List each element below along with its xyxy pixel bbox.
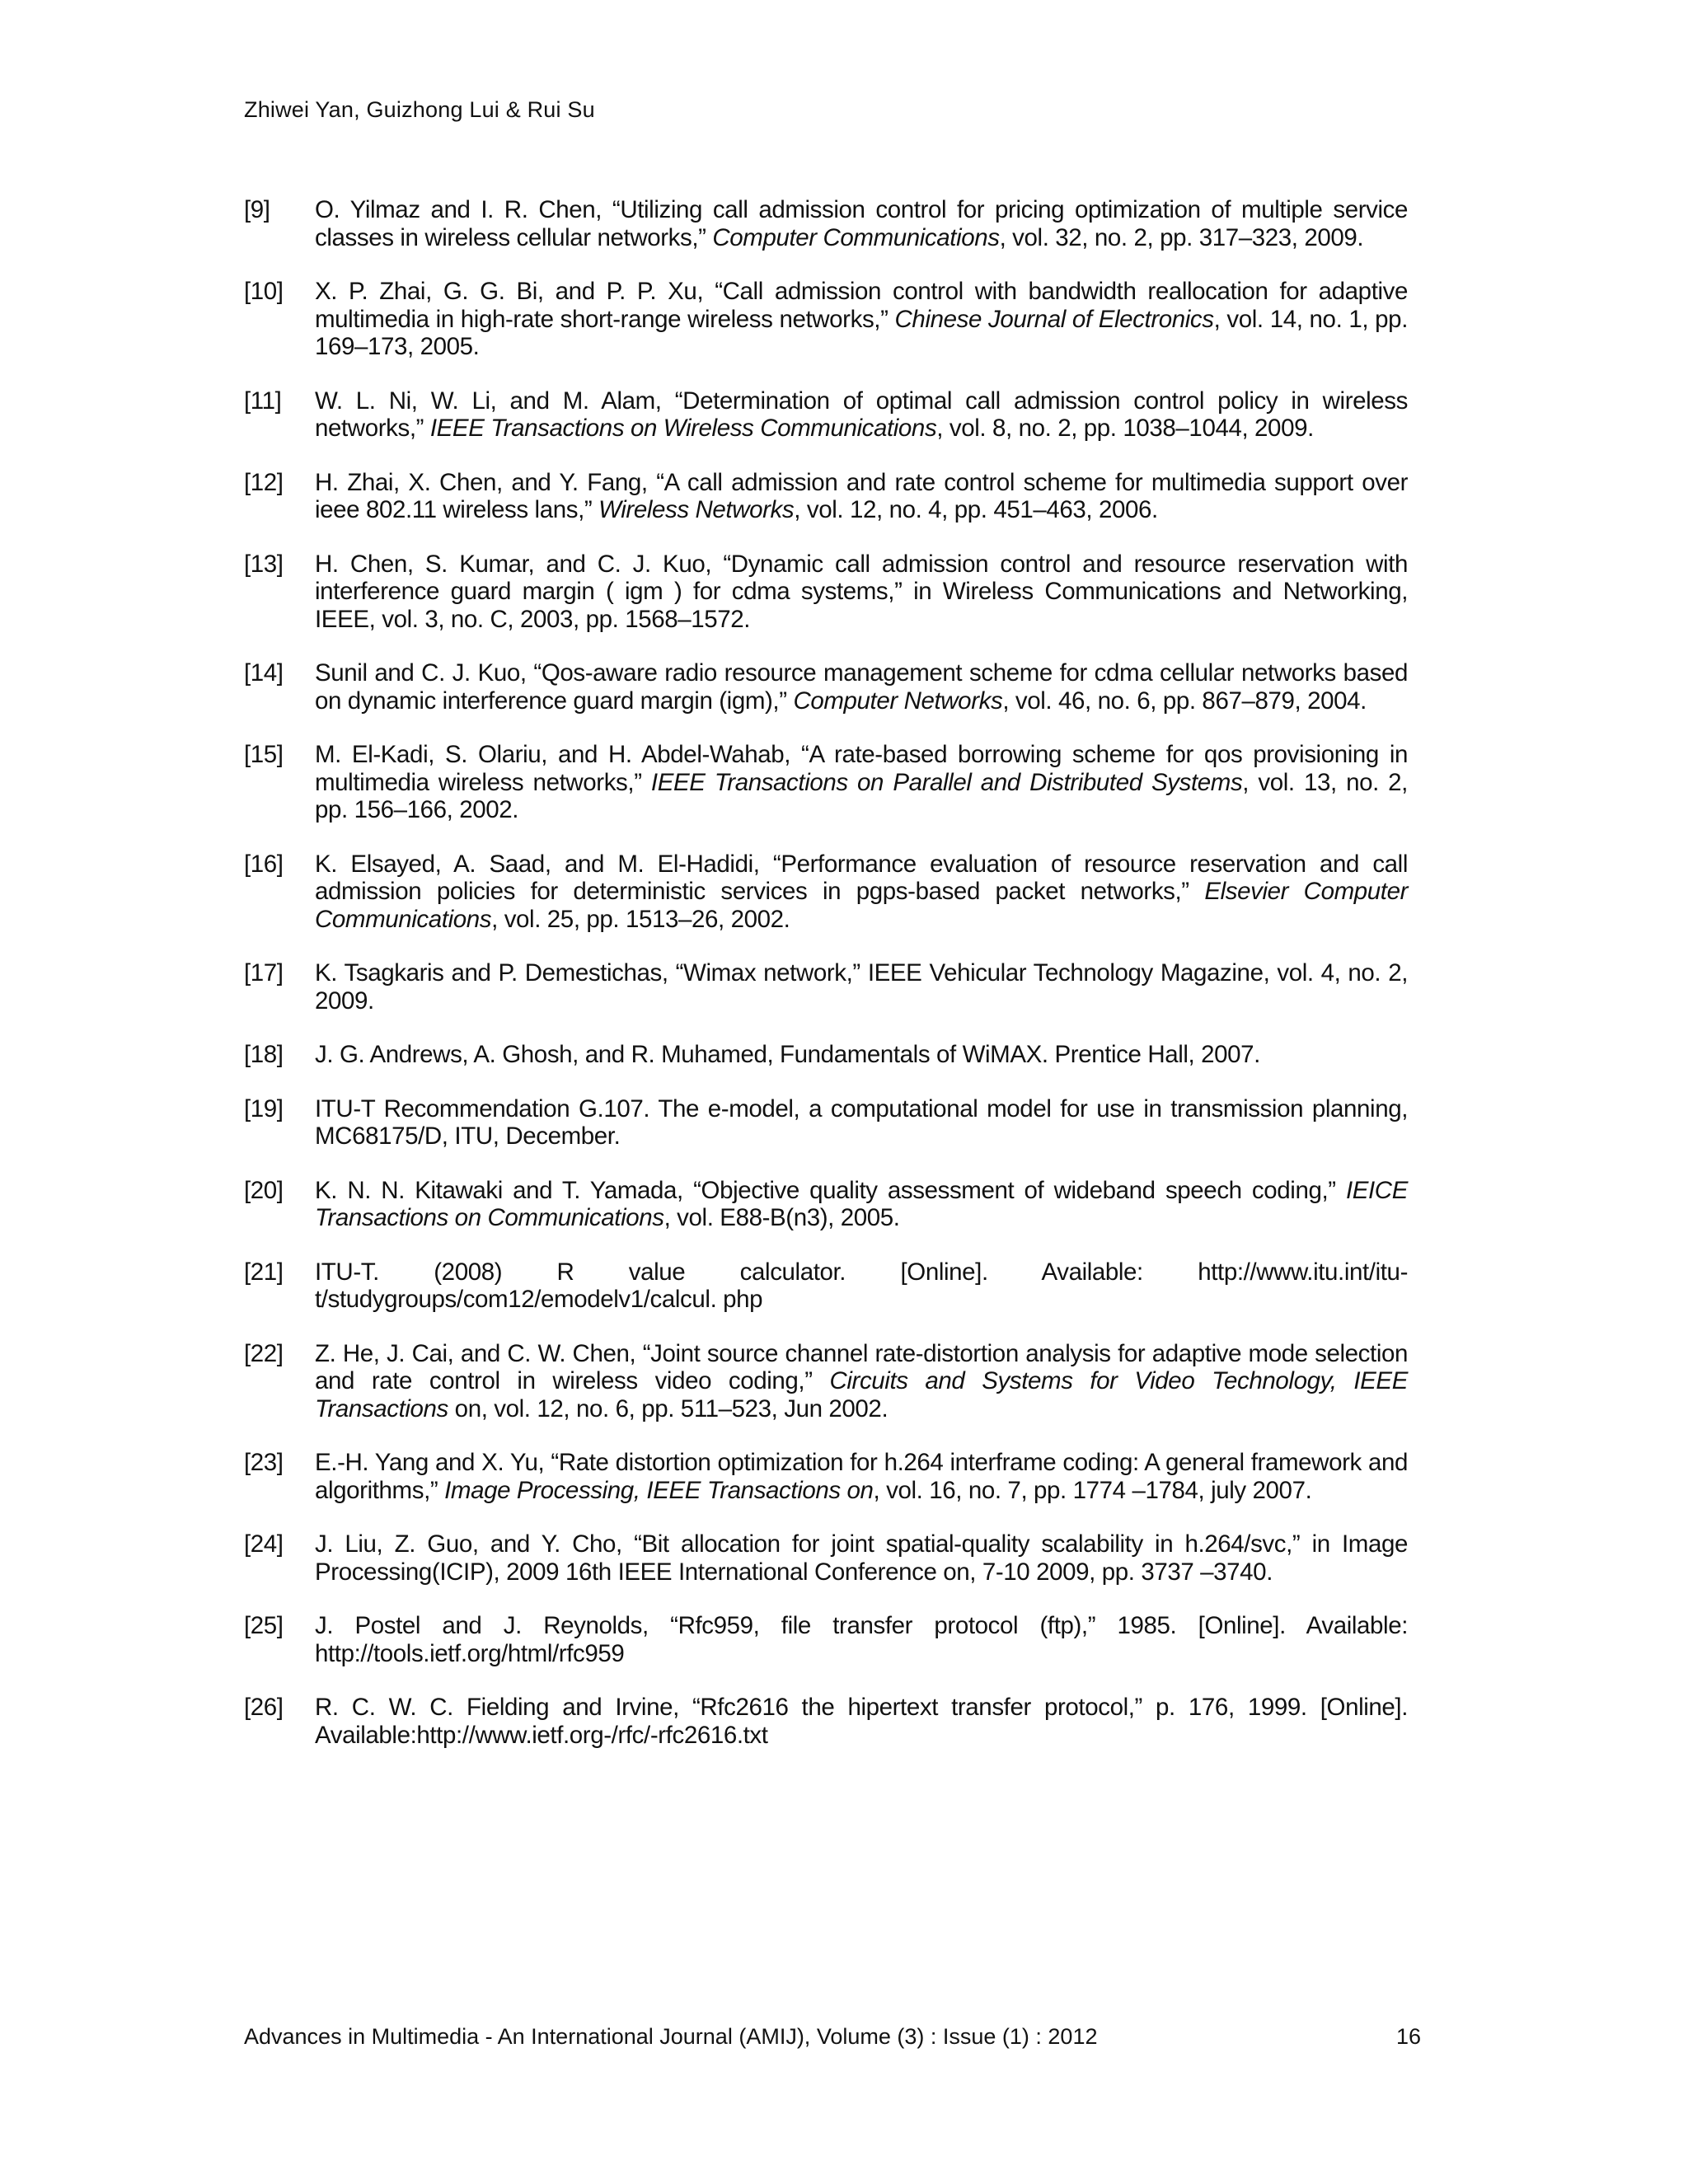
reference-body: W. L. Ni, W. Li, and M. Alam, “Determination of optimal call admission control policy in wireless networks,” bbox=[315, 387, 1408, 442]
reference-entry bbox=[244, 1177, 1408, 1232]
reference-venue: IEICE Transactions on Communications bbox=[315, 1176, 1408, 1231]
reference-entry bbox=[244, 1095, 1408, 1151]
reference-body: X. P. Zhai, G. G. Bi, and P. P. Xu, “Call admission control with bandwidth reallocation for adaptive multimedia in high-rate short-range wireless networks,” bbox=[315, 278, 1408, 333]
reference-details: , vol. 25, pp. 1513–26, 2002. bbox=[491, 905, 790, 933]
reference-number: [17] bbox=[244, 959, 284, 987]
reference-text bbox=[315, 1095, 1408, 1151]
reference-body: J. G. Andrews, A. Ghosh, and R. Muhamed, Fundamentals of WiMAX. Prentice Hall, 2007. bbox=[315, 1041, 1260, 1068]
reference-number: [13] bbox=[244, 550, 284, 578]
reference-venue: Computer Networks bbox=[793, 687, 1003, 715]
reference-details: on, vol. 12, no. 6, pp. 511–523, Jun 2002. bbox=[448, 1394, 889, 1422]
page-number: 16 bbox=[1395, 2024, 1421, 2049]
reference-number: [15] bbox=[244, 741, 284, 768]
reference-text bbox=[315, 851, 1408, 933]
reference-entry bbox=[244, 1041, 1408, 1069]
reference-number: [22] bbox=[244, 1339, 284, 1367]
reference-text bbox=[315, 659, 1408, 715]
reference-body: R. C. W. C. Fielding and Irvine, “Rfc2616 the hipertext transfer protocol,” p. 176, 1999. [Online]. Available:http://www.ietf.org-/rfc/-rfc2616.txt bbox=[315, 1694, 1408, 1749]
reference-venue: Elsevier Computer Communications bbox=[315, 878, 1408, 933]
reference-entry bbox=[244, 1449, 1408, 1504]
reference-body: O. Yilmaz and I. R. Chen, “Utilizing call admission control for pricing optimization of multiple service classes in wireless cellular networks,” bbox=[315, 196, 1408, 251]
reference-entry bbox=[244, 741, 1408, 824]
reference-number: [12] bbox=[244, 468, 284, 496]
reference-entry bbox=[244, 387, 1408, 443]
reference-venue: Image Processing, IEEE Transactions on bbox=[444, 1476, 874, 1504]
reference-body: M. El-Kadi, S. Olariu, and H. Abdel-Wahab, “A rate-based borrowing scheme for qos provisioning in multimedia wireless networks,” bbox=[315, 741, 1408, 796]
reference-text bbox=[315, 1177, 1408, 1232]
reference-details: , vol. 8, no. 2, pp. 1038–1044, 2009. bbox=[936, 415, 1314, 442]
reference-entry bbox=[244, 1694, 1408, 1749]
reference-body: J. Liu, Z. Guo, and Y. Cho, “Bit allocation for joint spatial-quality scalability in h.264/svc,” in Image Processing(ICIP), 2009 16th IEEE International Conference on, 7-10 2009, pp. 3737 –3740. bbox=[315, 1530, 1408, 1586]
reference-details: , vol. 14, no. 1, pp. 169–173, 2005. bbox=[315, 305, 1408, 360]
reference-number: [24] bbox=[244, 1530, 284, 1558]
reference-number: [20] bbox=[244, 1176, 284, 1204]
reference-entry bbox=[244, 196, 1408, 251]
reference-body: Z. He, J. Cai, and C. W. Chen, “Joint source channel rate-distortion analysis for adaptive mode selection and rate control in wireless video coding,” bbox=[315, 1339, 1408, 1394]
reference-body: E.-H. Yang and X. Yu, “Rate distortion optimization for h.264 interframe coding: A general framework and algorithms,” bbox=[315, 1449, 1408, 1504]
reference-details: , vol. 13, no. 2, pp. 156–166, 2002. bbox=[315, 768, 1408, 823]
reference-details: , vol. 32, no. 2, pp. 317–323, 2009. bbox=[999, 223, 1364, 251]
reference-entry bbox=[244, 469, 1408, 524]
reference-body: ITU-T. (2008) R value calculator. [Online]. Available: http://www.itu.int/itu-t/studygroups/com12/emodelv1/calcul. php bbox=[315, 1258, 1408, 1313]
running-header: Zhiwei Yan, Guizhong Lui & Rui Su bbox=[244, 97, 595, 122]
reference-list bbox=[244, 196, 1408, 1775]
reference-text bbox=[315, 1340, 1408, 1422]
reference-text bbox=[315, 1612, 1408, 1667]
reference-text bbox=[315, 1694, 1408, 1749]
reference-text bbox=[315, 741, 1408, 823]
reference-entry bbox=[244, 551, 1408, 634]
reference-entry bbox=[244, 1612, 1408, 1667]
reference-body: K. N. N. Kitawaki and T. Yamada, “Objective quality assessment of wideband speech coding,” bbox=[315, 1176, 1346, 1204]
reference-venue: Computer Communications bbox=[712, 223, 1000, 251]
reference-text bbox=[315, 1258, 1408, 1314]
reference-venue: IEEE Transactions on Parallel and Distributed Systems bbox=[650, 768, 1243, 796]
reference-number: [23] bbox=[244, 1449, 284, 1476]
reference-details: , vol. E88-B(n3), 2005. bbox=[663, 1204, 900, 1231]
reference-body: H. Zhai, X. Chen, and Y. Fang, “A call admission and rate control scheme for multimedia support over ieee 802.11 wireless lans,” bbox=[315, 468, 1408, 523]
reference-venue: Wireless Networks bbox=[598, 496, 795, 523]
reference-text bbox=[315, 551, 1408, 633]
reference-entry bbox=[244, 659, 1408, 715]
journal-citation: Advances in Multimedia - An International Journal (AMIJ), Volume (3) : Issue (1) : 2012 bbox=[244, 2024, 1098, 2049]
reference-number: [10] bbox=[244, 278, 284, 305]
page-footer bbox=[244, 2024, 1421, 2050]
reference-body: K. Tsagkaris and P. Demestichas, “Wimax network,” IEEE Vehicular Technology Magazine, vol. 4, no. 2, 2009. bbox=[315, 959, 1408, 1015]
reference-number: [16] bbox=[244, 850, 284, 878]
reference-body: J. Postel and J. Reynolds, “Rfc959, file transfer protocol (ftp),” 1985. [Online]. Available: http://tools.ietf.org/html/rfc959 bbox=[315, 1612, 1408, 1667]
reference-text bbox=[315, 1530, 1408, 1586]
reference-text bbox=[315, 1449, 1408, 1504]
reference-body: H. Chen, S. Kumar, and C. J. Kuo, “Dynamic call admission control and resource reservation with interference guard margin ( igm ) for cdma systems,” in Wireless Communications and Networking, IEEE, vol. 3, no. C, 2003, pp. 1568–1572. bbox=[315, 550, 1408, 633]
reference-number: [19] bbox=[244, 1094, 284, 1122]
reference-entry bbox=[244, 851, 1408, 934]
reference-details: , vol. 46, no. 6, pp. 867–879, 2004. bbox=[1002, 687, 1367, 715]
reference-entry bbox=[244, 1258, 1408, 1314]
reference-text bbox=[315, 278, 1408, 360]
reference-entry bbox=[244, 1530, 1408, 1586]
reference-number: [21] bbox=[244, 1258, 284, 1286]
reference-entry bbox=[244, 959, 1408, 1015]
reference-entry bbox=[244, 278, 1408, 361]
reference-venue: Chinese Journal of Electronics bbox=[894, 305, 1214, 333]
reference-number: [9] bbox=[244, 196, 270, 223]
reference-number: [18] bbox=[244, 1041, 284, 1068]
reference-venue: Circuits and Systems for Video Technology, IEEE Transactions bbox=[315, 1367, 1408, 1422]
reference-details: , vol. 12, no. 4, pp. 451–463, 2006. bbox=[794, 496, 1158, 523]
reference-body: ITU-T Recommendation G.107. The e-model, a computational model for use in transmission planning, MC68175/D, ITU, December. bbox=[315, 1094, 1408, 1150]
reference-body: Sunil and C. J. Kuo, “Qos-aware radio resource management scheme for cdma cellular networks based on dynamic interference guard margin (igm),” bbox=[315, 659, 1408, 715]
reference-text bbox=[315, 387, 1408, 443]
reference-entry bbox=[244, 1340, 1408, 1423]
reference-details: , vol. 16, no. 7, pp. 1774 –1784, july 2007. bbox=[873, 1476, 1312, 1504]
reference-text bbox=[315, 959, 1408, 1015]
reference-body: K. Elsayed, A. Saad, and M. El-Hadidi, “Performance evaluation of resource reservation and call admission policies for deterministic services in pgps-based packet networks,” bbox=[315, 850, 1408, 905]
reference-text bbox=[315, 196, 1408, 251]
reference-text bbox=[315, 1041, 1260, 1068]
reference-number: [25] bbox=[244, 1612, 284, 1639]
reference-number: [11] bbox=[244, 387, 282, 415]
reference-text bbox=[315, 469, 1408, 524]
reference-number: [14] bbox=[244, 659, 284, 687]
reference-venue: IEEE Transactions on Wireless Communications bbox=[429, 415, 937, 442]
reference-number: [26] bbox=[244, 1694, 284, 1721]
